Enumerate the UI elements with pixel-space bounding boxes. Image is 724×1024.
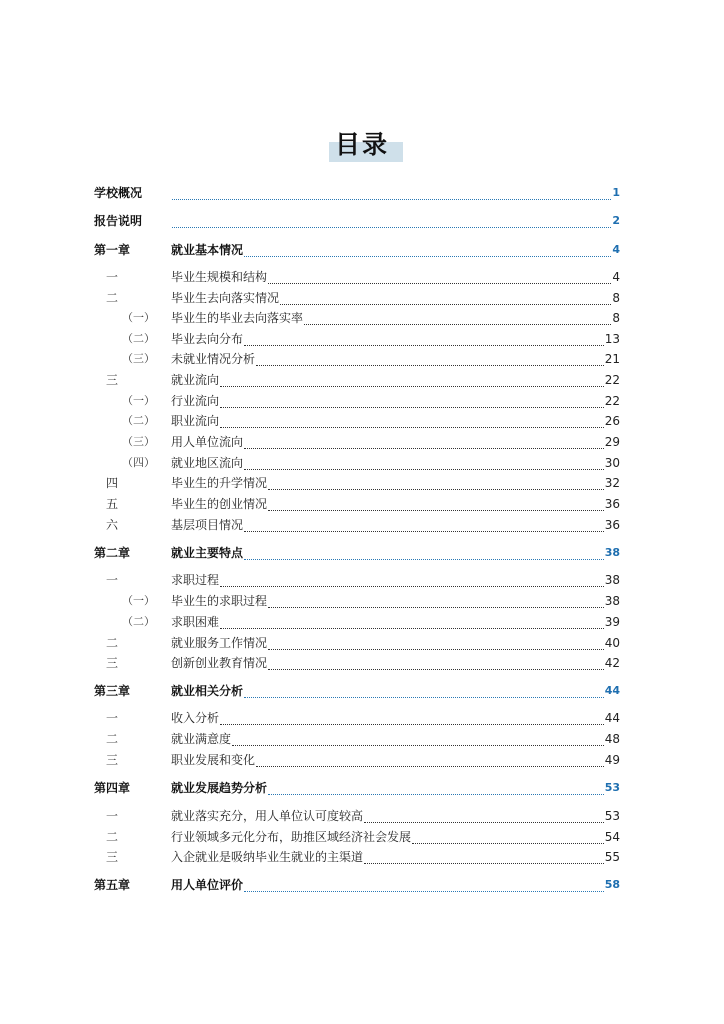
dot-leader xyxy=(412,829,604,844)
toc-section-row[interactable] xyxy=(0,267,724,287)
toc-page-number: 36 xyxy=(604,497,620,511)
page-title: 目录 xyxy=(334,130,389,159)
dot-leader xyxy=(268,593,604,608)
toc-entry-number: 第二章 xyxy=(94,546,131,560)
dot-leader xyxy=(244,877,604,892)
toc-entry-title: 毕业生的求职过程 xyxy=(171,594,268,608)
toc-entry-title: 就业服务工作情况 xyxy=(171,636,268,650)
toc-entry-number: （三） xyxy=(122,435,155,448)
toc-entry-number: 五 xyxy=(106,497,119,511)
toc-entry-number: 三 xyxy=(106,850,119,864)
toc-entry-number: 一 xyxy=(106,573,119,587)
toc-entry-number: 报告说明 xyxy=(94,214,143,228)
toc-section-row[interactable] xyxy=(0,750,724,770)
toc-page-number: 8 xyxy=(612,311,620,325)
toc-chapter-row[interactable] xyxy=(0,240,724,260)
toc-page-number: 26 xyxy=(604,414,620,428)
dot-leader xyxy=(172,185,611,200)
dot-leader xyxy=(232,731,604,746)
toc-entry-title: 就业流向 xyxy=(171,373,220,387)
dot-leader xyxy=(364,849,604,864)
toc-entry-number: （一） xyxy=(122,394,155,407)
dot-leader xyxy=(268,780,604,795)
toc-entry-title: 用人单位流向 xyxy=(171,435,244,449)
toc-page-number: 2 xyxy=(612,214,620,227)
toc-title-block xyxy=(0,128,724,168)
dot-leader xyxy=(244,683,604,698)
toc-entry-title: 职业发展和变化 xyxy=(171,753,256,767)
dot-leader xyxy=(268,635,604,650)
toc-page-number: 4 xyxy=(612,270,620,284)
toc-entry-title: 毕业去向分布 xyxy=(171,332,244,346)
dot-leader xyxy=(244,331,604,346)
toc-entry-title: 就业落实充分，用人单位认可度较高 xyxy=(171,809,364,823)
toc-page-number: 4 xyxy=(612,243,620,256)
toc-entry-number: （二） xyxy=(122,332,155,345)
toc-page-number: 38 xyxy=(604,546,620,559)
toc-page-number: 1 xyxy=(612,186,620,199)
dot-leader xyxy=(268,496,604,511)
toc-section-row[interactable] xyxy=(0,708,724,728)
dot-leader xyxy=(220,710,604,725)
toc-section-row[interactable] xyxy=(0,308,724,328)
toc-section-row[interactable] xyxy=(0,515,724,535)
toc-page-number: 38 xyxy=(604,594,620,608)
toc-page-number: 53 xyxy=(604,781,620,794)
toc-page-number: 21 xyxy=(604,352,620,366)
dot-leader xyxy=(172,213,611,228)
toc-entry-number: 二 xyxy=(106,636,119,650)
toc-section-row[interactable] xyxy=(0,729,724,749)
toc-entry-number: （二） xyxy=(122,615,155,628)
toc-entry-title: 基层项目情况 xyxy=(171,518,244,532)
dot-leader xyxy=(268,655,604,670)
toc-entry-number: 三 xyxy=(106,373,119,387)
toc-entry-title: 收入分析 xyxy=(171,711,220,725)
dot-leader xyxy=(244,455,604,470)
toc-entry-title: 就业满意度 xyxy=(171,732,232,746)
toc-entry-number: 三 xyxy=(106,656,119,670)
toc-section-row[interactable] xyxy=(0,494,724,514)
toc-section-row[interactable] xyxy=(0,591,724,611)
toc-page-number: 44 xyxy=(604,711,620,725)
dot-leader xyxy=(280,290,611,305)
toc-entry-title: 求职过程 xyxy=(171,573,220,587)
toc-chapter-row[interactable] xyxy=(0,211,724,231)
toc-entry-number: （四） xyxy=(122,456,155,469)
dot-leader xyxy=(304,310,611,325)
dot-leader xyxy=(220,572,604,587)
dot-leader xyxy=(364,808,604,823)
toc-section-row[interactable] xyxy=(0,612,724,632)
toc-entry-number: 一 xyxy=(106,270,119,284)
toc-page-number: 58 xyxy=(604,878,620,891)
toc-section-row[interactable] xyxy=(0,411,724,431)
toc-entry-number: 学校概况 xyxy=(94,186,143,200)
toc-entry-title: 行业领域多元化分布，助推区域经济社会发展 xyxy=(171,830,412,844)
dot-leader xyxy=(256,752,604,767)
toc-page-number: 22 xyxy=(604,373,620,387)
toc-entry-title: 就业基本情况 xyxy=(171,243,244,257)
toc-page-number: 54 xyxy=(604,830,620,844)
toc-section-row[interactable] xyxy=(0,453,724,473)
toc-page-number: 39 xyxy=(604,615,620,629)
toc-entry-title: 毕业生的升学情况 xyxy=(171,476,268,490)
toc-chapter-row[interactable] xyxy=(0,875,724,895)
toc-section-row[interactable] xyxy=(0,827,724,847)
dot-leader xyxy=(220,614,604,629)
toc-entry-title: 行业流向 xyxy=(171,394,220,408)
toc-entry-number: 一 xyxy=(106,711,119,725)
toc-entry-title: 入企就业是吸纳毕业生就业的主渠道 xyxy=(171,850,364,864)
toc-entry-number: 一 xyxy=(106,809,119,823)
toc-entry-number: （一） xyxy=(122,311,155,324)
dot-leader xyxy=(220,393,604,408)
toc-entry-number: 第三章 xyxy=(94,684,131,698)
toc-entry-title: 求职困难 xyxy=(171,615,220,629)
toc-section-row[interactable] xyxy=(0,349,724,369)
toc-entry-number: 四 xyxy=(106,476,119,490)
dot-leader xyxy=(268,475,604,490)
toc-entry-number: （三） xyxy=(122,352,155,365)
toc-entry-number: 二 xyxy=(106,291,119,305)
toc-entry-number: 第五章 xyxy=(94,878,131,892)
toc-entry-title: 毕业生去向落实情况 xyxy=(171,291,280,305)
toc-section-row[interactable] xyxy=(0,473,724,493)
toc-chapter-row[interactable] xyxy=(0,543,724,563)
toc-section-row[interactable] xyxy=(0,653,724,673)
toc-entry-title: 未就业情况分析 xyxy=(171,352,256,366)
toc-entry-title: 就业发展趋势分析 xyxy=(171,781,268,795)
toc-page-number: 36 xyxy=(604,518,620,532)
dot-leader xyxy=(244,545,604,560)
toc-page-number: 53 xyxy=(604,809,620,823)
toc-entry-number: 二 xyxy=(106,830,119,844)
toc-page-number: 48 xyxy=(604,732,620,746)
dot-leader xyxy=(220,413,604,428)
dot-leader xyxy=(244,242,611,257)
toc-entry-title: 职业流向 xyxy=(171,414,220,428)
toc-page-number: 29 xyxy=(604,435,620,449)
dot-leader xyxy=(244,517,604,532)
toc-entry-title: 就业地区流向 xyxy=(171,456,244,470)
toc-entry-title: 用人单位评价 xyxy=(171,878,244,892)
toc-section-row[interactable] xyxy=(0,806,724,826)
toc-page-number: 49 xyxy=(604,753,620,767)
toc-chapter-row[interactable] xyxy=(0,778,724,798)
dot-leader xyxy=(268,269,611,284)
toc-entry-title: 毕业生的创业情况 xyxy=(171,497,268,511)
toc-page-number: 38 xyxy=(604,573,620,587)
toc-page-number: 42 xyxy=(604,656,620,670)
toc-section-row[interactable] xyxy=(0,633,724,653)
toc-page-number: 32 xyxy=(604,476,620,490)
toc-section-row[interactable] xyxy=(0,847,724,867)
toc-entry-number: （一） xyxy=(122,594,155,607)
toc-section-row[interactable] xyxy=(0,288,724,308)
toc-section-row[interactable] xyxy=(0,329,724,349)
toc-section-row[interactable] xyxy=(0,391,724,411)
toc-entry-number: 三 xyxy=(106,753,119,767)
toc-section-row[interactable] xyxy=(0,570,724,590)
toc-chapter-row[interactable] xyxy=(0,183,724,203)
dot-leader xyxy=(256,351,604,366)
toc-entry-number: 第一章 xyxy=(94,243,131,257)
toc-entry-title: 毕业生规模和结构 xyxy=(171,270,268,284)
toc-chapter-row[interactable] xyxy=(0,681,724,701)
toc-page-number: 44 xyxy=(604,684,620,697)
toc-entry-number: 第四章 xyxy=(94,781,131,795)
toc-entry-number: 二 xyxy=(106,732,119,746)
toc-page-number: 40 xyxy=(604,636,620,650)
toc-entry-title: 就业主要特点 xyxy=(171,546,244,560)
toc-entry-title: 毕业生的毕业去向落实率 xyxy=(171,311,304,325)
toc-entry-number: 六 xyxy=(106,518,119,532)
toc-section-row[interactable] xyxy=(0,370,724,390)
dot-leader xyxy=(220,372,604,387)
toc-page-number: 22 xyxy=(604,394,620,408)
toc-section-row[interactable] xyxy=(0,432,724,452)
toc-page-number: 13 xyxy=(604,332,620,346)
toc-entry-title: 就业相关分析 xyxy=(171,684,244,698)
toc-page-number: 30 xyxy=(604,456,620,470)
toc-entry-number: （二） xyxy=(122,414,155,427)
toc-entry-title: 创新创业教育情况 xyxy=(171,656,268,670)
dot-leader xyxy=(244,434,604,449)
toc-page-number: 8 xyxy=(612,291,620,305)
toc-page-number: 55 xyxy=(604,850,620,864)
